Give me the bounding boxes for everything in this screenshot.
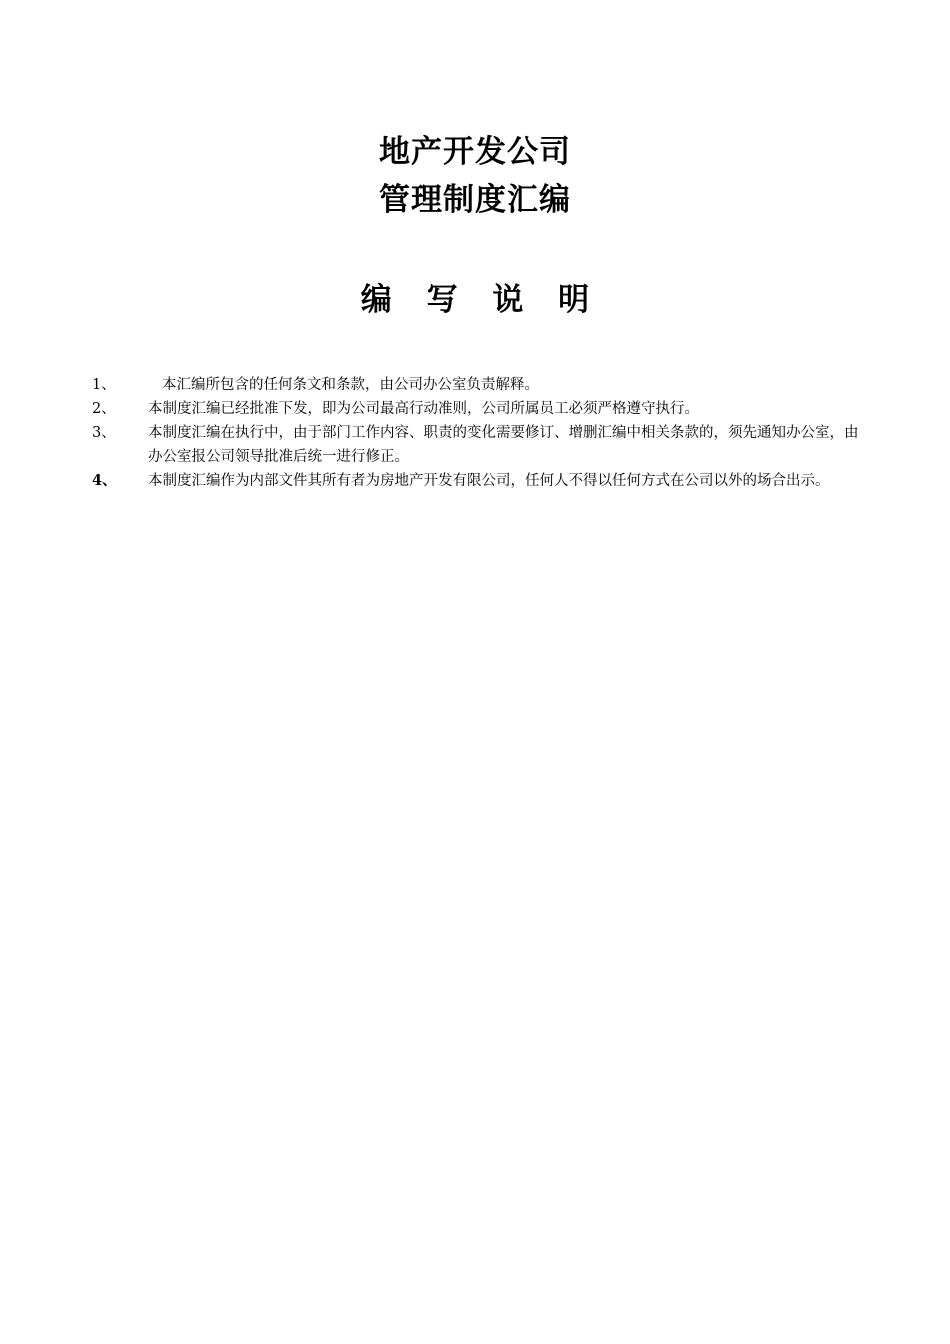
item-text: 本制度汇编已经批准下发，即为公司最高行动准则，公司所属员工必须严格遵守执行。	[148, 401, 699, 417]
list-item	[92, 397, 872, 421]
item-number: 4、	[92, 472, 117, 489]
item-number: 1、	[92, 377, 116, 393]
item-text: 本汇编所包含的任何条文和条款，由公司办公室负责解释。	[162, 377, 539, 393]
item-text: 本制度汇编作为内部文件其所有者为房地产开发有限公司，任何人不得以任何方式在公司以外的场合出示。	[148, 473, 830, 489]
instruction-list	[92, 373, 872, 493]
list-item	[92, 469, 872, 493]
list-item	[92, 421, 872, 469]
item-text: 本制度汇编在执行中，由于部门工作内容、职责的变化需要修订、增删汇编中相关条款的，须先通知办公室，由办公室报公司领导批准后统一进行修正。	[148, 425, 859, 465]
item-number: 3、	[92, 425, 116, 441]
item-number: 2、	[92, 401, 116, 417]
section-heading: 编 写 说 明	[360, 282, 602, 318]
list-item	[92, 373, 872, 397]
document-title-line1: 地产开发公司	[379, 134, 571, 170]
document-title-line2: 管理制度汇编	[379, 182, 571, 218]
